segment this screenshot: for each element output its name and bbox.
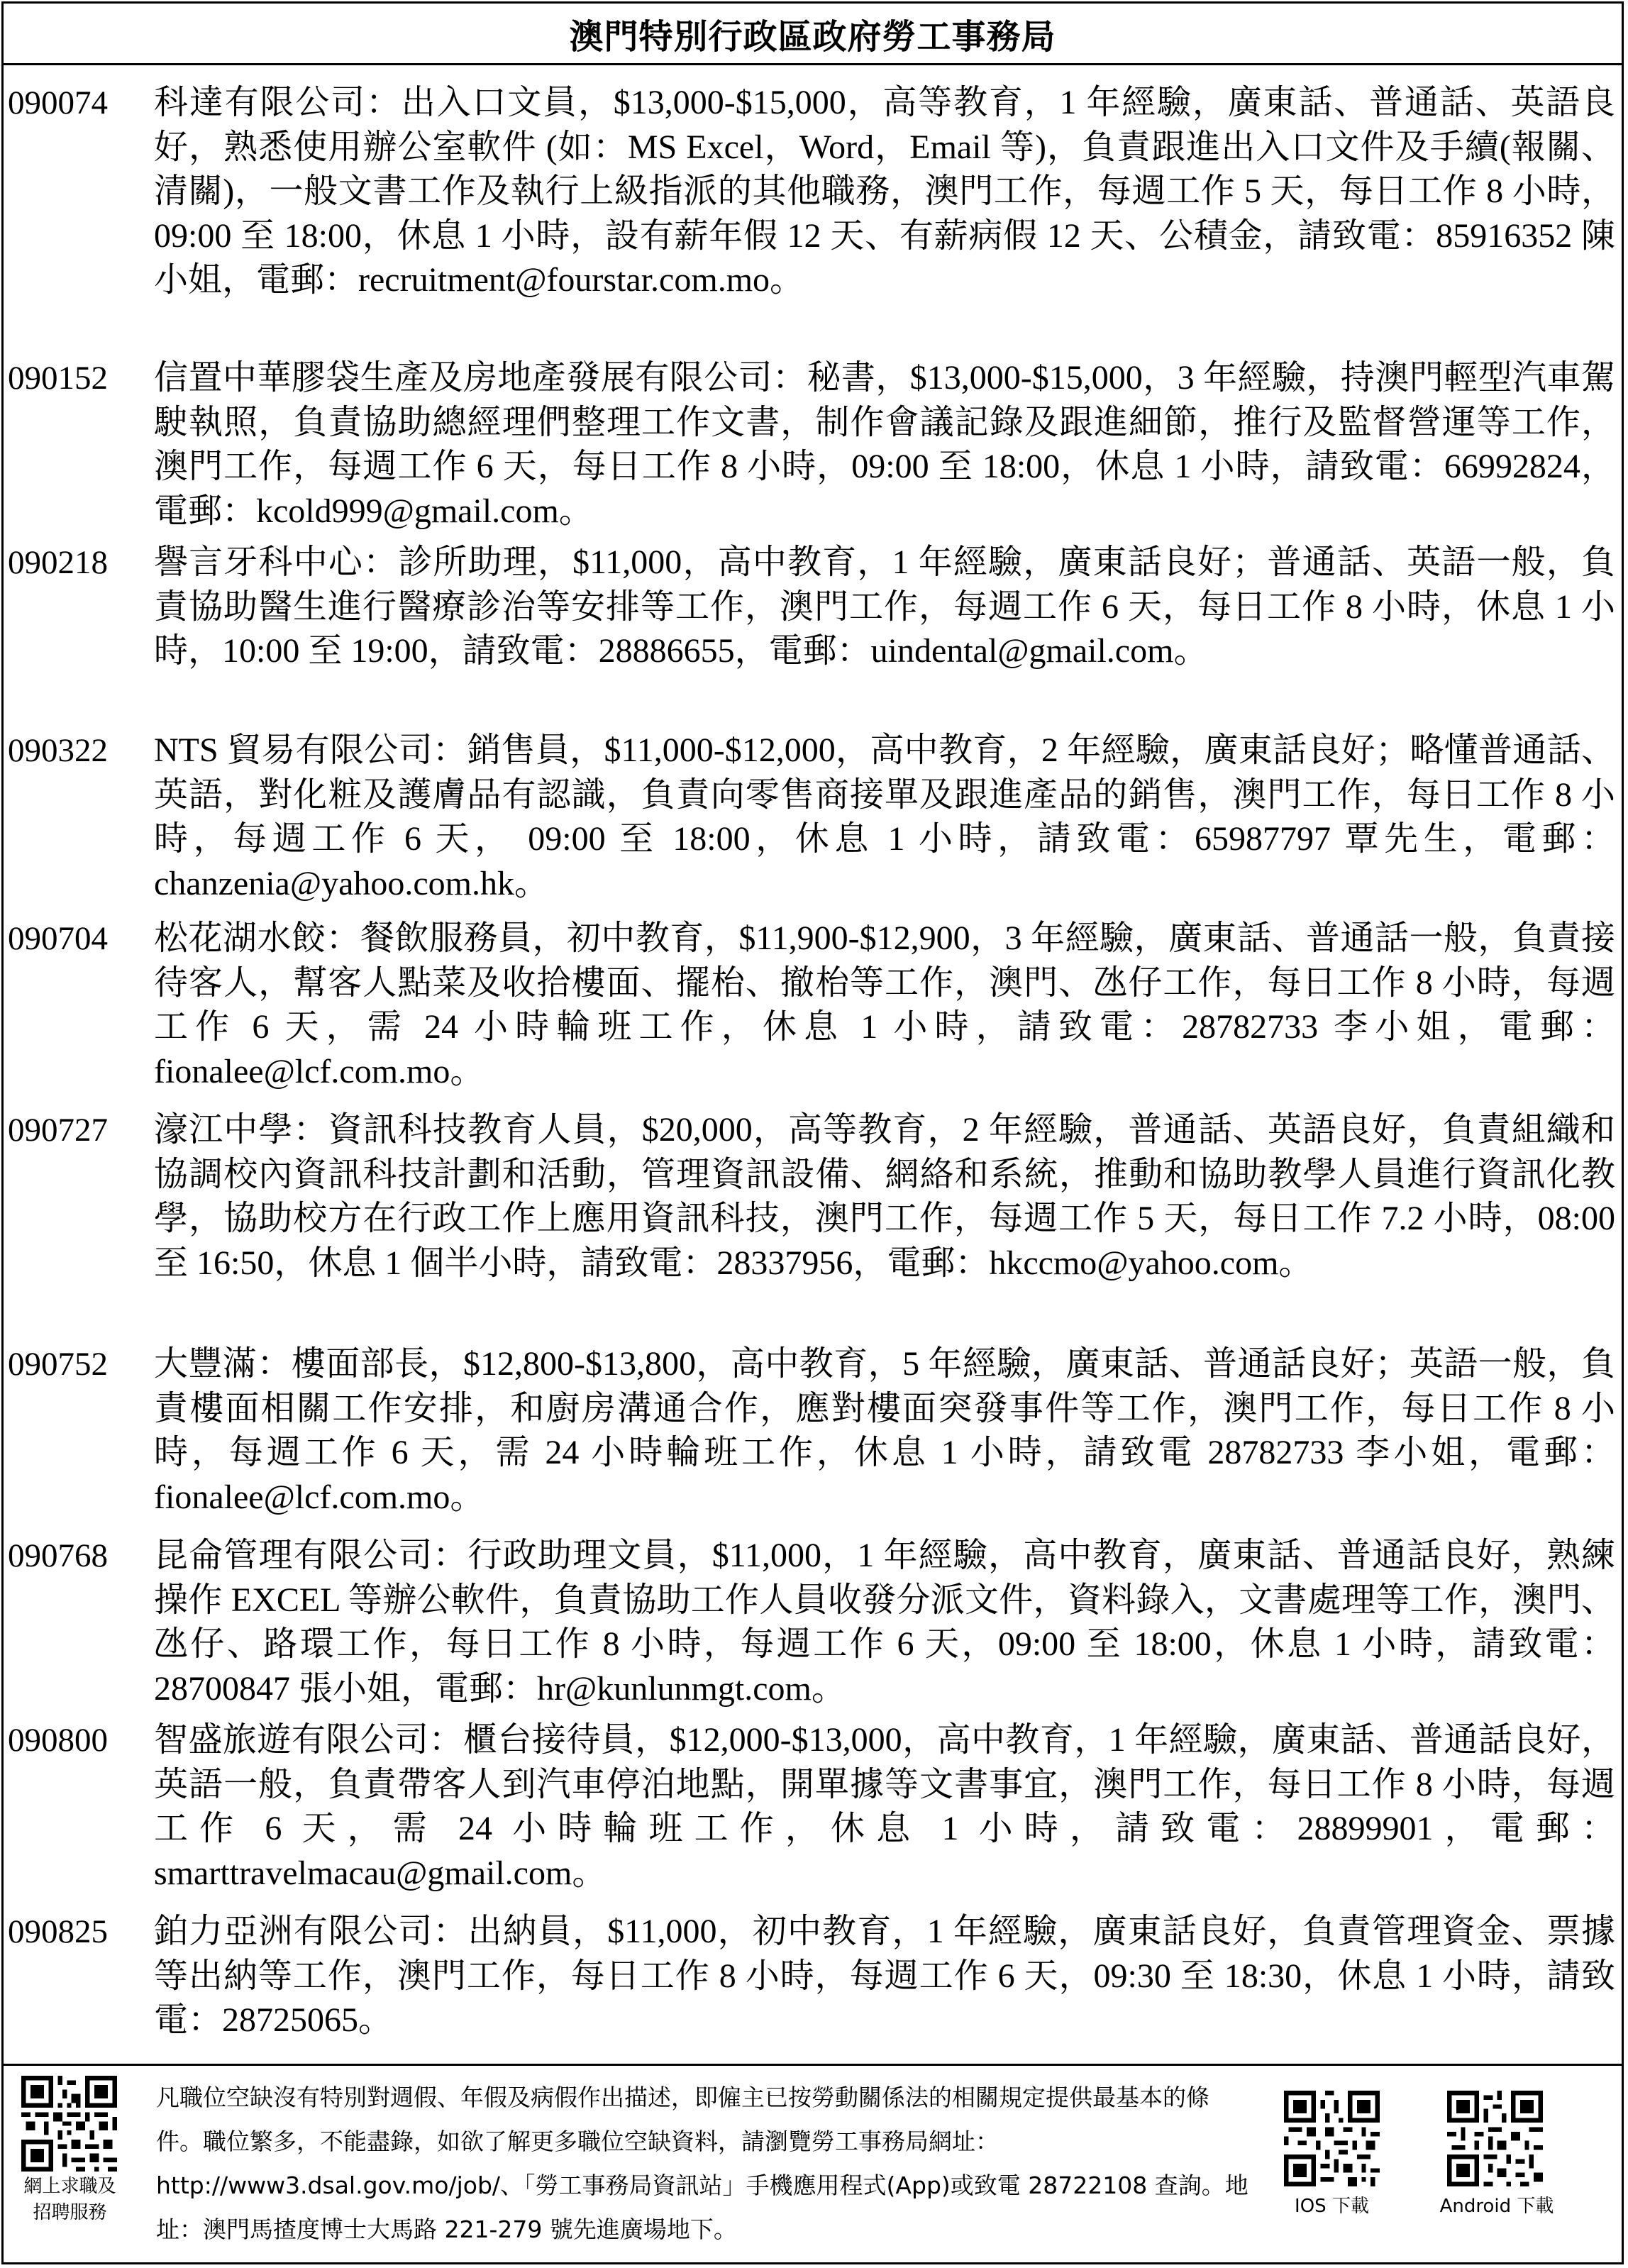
footer-notice: 凡職位空缺沒有特別對週假、年假及病假作出描述，即僱主已按勞動關係法的相關規定提供最基本的條件。職位繁多，不能盡錄，如欲了解更多職位空缺資料，請瀏覽勞工事務局網址：http://www3.dsal.gov.mo/job/、「勞工事務局資訊站」手機應用程式(App)或致電 28722108 查詢。地址：澳門馬揸度博士大馬路 221-279 號先進廣場地下。 bbox=[156, 2084, 1248, 2243]
android-download-label: Android 下載 bbox=[1439, 2196, 1554, 2217]
job-description: 大豐滿：樓面部長，$12,800-$13,800，高中教育，5 年經驗，廣東話、普通話良好；英語一般，負責樓面相關工作安排，和廚房溝通合作，應對樓面突發事件等工作，澳門工作，每日工作 8 小時，每週工作 6 天，需 24 小時輪班工作，休息 1 小時，請致電 28782733 李小姐，電郵：fionalee@lcf.com.mo。 bbox=[154, 1345, 1615, 1516]
job-code: 090152 bbox=[8, 360, 108, 397]
job-code: 090074 bbox=[8, 84, 108, 121]
job-description: 鉑力亞洲有限公司：出納員，$11,000，初中教育，1 年經驗，廣東話良好，負責管理資金、票據等出納等工作，澳門工作，每日工作 8 小時，每週工作 6 天，09:30 至 18:30，休息 1 小時，請致電：28725065。 bbox=[154, 1913, 1615, 2039]
job-code: 090704 bbox=[8, 920, 108, 957]
job-code: 090825 bbox=[8, 1913, 108, 1950]
job-code: 090727 bbox=[8, 1112, 108, 1149]
job-code: 090800 bbox=[8, 1722, 108, 1759]
job-code: 090752 bbox=[8, 1346, 108, 1383]
page-header bbox=[4, 4, 1622, 65]
job-code: 090322 bbox=[8, 732, 108, 769]
job-description: 信置中華膠袋生產及房地產發展有限公司：秘書，$13,000-$15,000，3 年經驗，持澳門輕型汽車駕駛執照，負責協助總經理們整理工作文書，制作會議記錄及跟進細節，推行及監督營運等工作，澳門工作，每週工作 6 天，每日工作 8 小時，09:00 至 18:00，休息 1 小時，請致電：66992824，電郵：kcold999@gmail.com。 bbox=[154, 359, 1615, 530]
job-description: 昆侖管理有限公司：行政助理文員，$11,000，1 年經驗，高中教育，廣東話、普通話良好，熟練操作 EXCEL 等辦公軟件，負責協助工作人員收發分派文件，資料錄入，文書處理等工作，澳門、氹仔、路環工作，每日工作 8 小時，每週工作 6 天，09:00 至 18:00，休息 1 小時，請致電：28700847 張小姐，電郵：hr@kunlunmgt.com。 bbox=[154, 1537, 1615, 1708]
android-download-qr-code-icon[interactable] bbox=[1447, 2091, 1543, 2186]
page-footer bbox=[4, 2064, 1622, 2262]
job-description: 智盛旅遊有限公司：櫃台接待員，$12,000-$13,000，高中教育，1 年經驗，廣東話、普通話良好，英語一般，負責帶客人到汽車停泊地點，開單據等文書事宜，澳門工作，每日工作 8 小時，每週工作 6 天，需 24 小時輪班工作，休息 1 小時，請致電：28899901，電郵：smarttravelmacau@gmail.com。 bbox=[154, 1721, 1615, 1892]
job-service-qr-code-icon[interactable] bbox=[21, 2076, 117, 2172]
job-description: 譽言牙科中心：診所助理，$11,000，高中教育，1 年經驗，廣東話良好；普通話、英語一般，負責協助醫生進行醫療診治等安排等工作，澳門工作，每週工作 6 天，每日工作 8 小時，休息 1 小時，10:00 至 19:00，請致電：28886655，電郵：uindental@gmail.com。 bbox=[154, 543, 1615, 670]
job-service-qr-label: 網上求職及 招聘服務 bbox=[23, 2176, 116, 2223]
job-list bbox=[4, 65, 1622, 2071]
ios-download-label: IOS 下載 bbox=[1295, 2196, 1369, 2217]
ios-download-qr-code-icon[interactable] bbox=[1284, 2091, 1380, 2186]
job-code: 090768 bbox=[8, 1537, 108, 1574]
job-description: NTS 貿易有限公司：銷售員，$11,000-$12,000，高中教育，2 年經驗，廣東話良好；略懂普通話、英語，對化粧及護膚品有認識，負責向零售商接單及跟進產品的銷售，澳門工作，每日工作 8 小時，每週工作 6 天， 09:00 至 18:00，休息 1 小時，請致電：65987797 覃先生，電郵：chanzenia@yahoo.com.hk。 bbox=[154, 731, 1615, 902]
job-listing-page bbox=[1, 1, 1624, 2264]
job-code: 090218 bbox=[8, 544, 108, 581]
job-description: 濠江中學：資訊科技教育人員，$20,000，高等教育，2 年經驗，普通話、英語良好，負責組織和協調校內資訊科技計劃和活動，管理資訊設備、網絡和系統，推動和協助教學人員進行資訊化教學，協助校方在行政工作上應用資訊科技，澳門工作，每週工作 5 天，每日工作 7.2 小時，08:00 至 16:50，休息 1 個半小時，請致電：28337956，電郵：hkccmo@yahoo.com。 bbox=[154, 1111, 1615, 1282]
job-description: 科達有限公司：出入口文員，$13,000-$15,000，高等教育，1 年經驗，廣東話、普通話、英語良好，熟悉使用辦公室軟件 (如：MS Excel，Word，Email 等)，負責跟進出入口文件及手續(報關、清關)，一般文書工作及執行上級指派的其他職務，澳門工作，每週工作 5 天，每日工作 8 小時，09:00 至 18:00，休息 1 小時，設有薪年假 12 天、有薪病假 12 天、公積金，請致電：85916352 陳小姐，電郵：recruitment@fourstar.com.mo。 bbox=[154, 84, 1615, 299]
job-description: 松花湖水餃：餐飲服務員，初中教育，$11,900-$12,900，3 年經驗，廣東話、普通話一般，負責接待客人，幫客人點菜及收拾樓面、擺枱、撤枱等工作，澳門、氹仔工作，每日工作 8 小時，每週工作 6 天，需 24 小時輪班工作，休息 1 小時，請致電：28782733 李小姐，電郵：fionalee@lcf.com.mo。 bbox=[154, 919, 1615, 1090]
page-title: 澳門特別行政區政府勞工事務局 bbox=[569, 18, 1056, 56]
